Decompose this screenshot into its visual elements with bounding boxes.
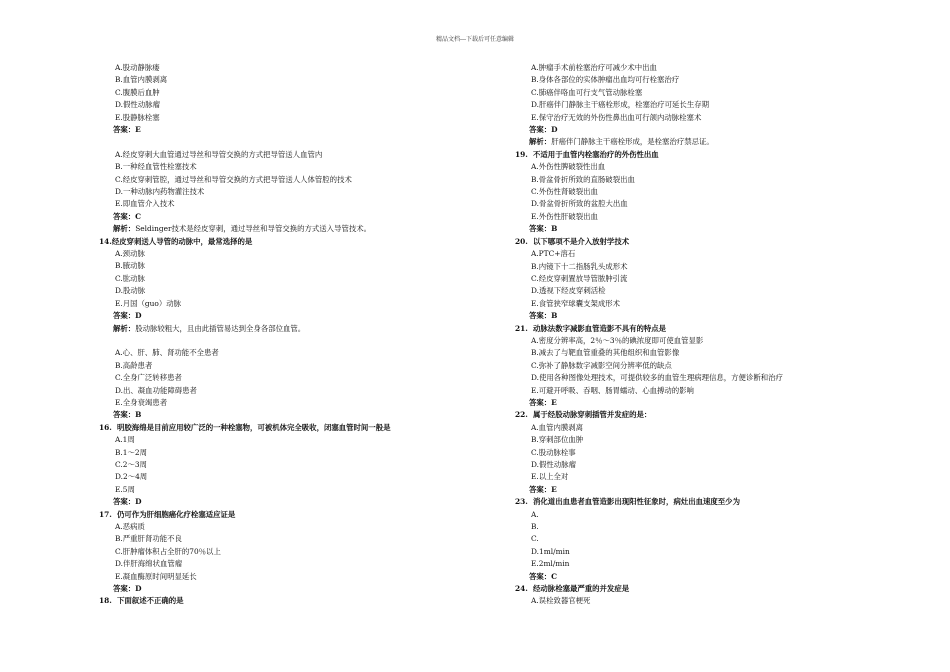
- q18-option-c: C.肺癌伴咯血可行支气管动脉栓塞: [531, 87, 643, 97]
- q15-option-e: E.全身衰竭患者: [115, 397, 168, 407]
- q21-option-e: E.可避开呼吸、吞咽、肠胃蠕动、心血搏动的影响: [531, 385, 694, 395]
- q20-title: [515, 236, 925, 248]
- q15-option-d: D.出、凝血功能障碍患者: [115, 385, 197, 395]
- q20-number: 20.: [515, 236, 528, 246]
- explanation-label: 解析：: [113, 323, 136, 333]
- q12-option-b: B.血管内膜剥离: [115, 75, 168, 85]
- q12-answer: 答案：E: [113, 125, 141, 135]
- left-column: [99, 62, 509, 608]
- q19-text: 不适用于血管内栓塞治疗的外伤性出血: [533, 149, 659, 159]
- q20-option-e: E.食管狭窄球囊支架成形术: [531, 298, 621, 308]
- q23-option-c: C.: [531, 534, 539, 544]
- q24-number: 24.: [515, 584, 528, 594]
- q12-option-e: E.股静脉栓塞: [115, 112, 160, 122]
- q17-answer: 答案：D: [113, 584, 142, 594]
- q18-title: [99, 595, 509, 607]
- q23-option-b: B.: [531, 522, 539, 532]
- q20-option-b: B.内镜下十二指肠乳头成形术: [531, 261, 628, 271]
- q24-text: 经动脉栓塞最严重的并发症是: [533, 584, 630, 594]
- q24-title: [515, 583, 925, 595]
- q20-option-d: D.透视下经皮穿刺活检: [531, 286, 606, 296]
- q17-option-d: D.伴肝海绵状血管瘤: [115, 559, 183, 569]
- q13-explanation: [99, 223, 509, 235]
- q22-option-a: A.血管内膜剥离: [531, 422, 584, 432]
- q17-number: 17.: [99, 509, 112, 519]
- q14-option-e: E.月国（guo）动脉: [115, 298, 182, 308]
- explanation-text: Seldinger技术是经皮穿刺，通过导丝和导管交换的方式送入导管技术。: [135, 224, 372, 234]
- q13-option-e: E.即血管介入技术: [115, 199, 175, 209]
- q14-answer: 答案：D: [113, 311, 142, 321]
- q22-option-b: B.穿刺部位血肿: [531, 435, 584, 445]
- explanation-label: 解析：: [529, 137, 552, 147]
- q19-number: 19.: [515, 149, 528, 159]
- q21-title: [515, 323, 925, 335]
- q19-option-d: D.骨盆骨折所致的盆腔大出血: [531, 199, 628, 209]
- explanation-text: 肝癌伴门静脉主干癌栓形成，是栓塞治疗禁忌证。: [551, 137, 714, 147]
- q21-option-b: B.减去了与靶血管重叠的其他组织和血管影像: [531, 348, 680, 358]
- q12-option-d: D.假性动脉瘤: [115, 100, 160, 110]
- q19-option-c: C.外伤性肾破裂出血: [531, 187, 598, 197]
- q17-option-e: E.凝血酶原时间明显延长: [115, 571, 197, 581]
- q18-answer: 答案：D: [529, 125, 558, 135]
- explanation-label: 解析：: [113, 224, 136, 234]
- q16-answer: 答案：D: [113, 497, 142, 507]
- q19-title: [515, 149, 925, 161]
- q14-option-a: A.颈动脉: [115, 249, 145, 259]
- page-header: 精品文档---下载后可任意编辑: [435, 36, 515, 43]
- q17-text: 仍可作为肝细胞癌化疗栓塞适应证是: [117, 509, 236, 519]
- q18-option-d: D.肝癌伴门静脉主干癌栓形成，栓塞治疗可延长生存期: [531, 100, 709, 110]
- q22-option-e: E.以上全对: [531, 472, 569, 482]
- right-column: [515, 62, 925, 608]
- explanation-text: 股动脉较粗大，且由此插管易达到全身各部位血管。: [135, 323, 306, 333]
- q22-text: 属于经股动脉穿刺插管并发症的是：: [533, 410, 652, 420]
- q16-title: [99, 422, 509, 434]
- q17-title: [99, 509, 509, 521]
- q24-option-a: A.误栓致器官梗死: [531, 596, 591, 606]
- q20-option-c: C.经皮穿刺置放导管脓肿引流: [531, 273, 628, 283]
- q12-option-c: C.腹膜后血肿: [115, 87, 160, 97]
- q13-option-c: C.经皮穿刺管腔，通过导丝和导管交换的方式把导管送人人体管腔的技术: [115, 174, 352, 184]
- q17-option-a: A.恶病质: [115, 522, 145, 531]
- q20-option-a: A.PTC+溶石: [531, 249, 576, 259]
- q21-text: 动脉法数字减影血管造影不具有的特点是: [533, 323, 667, 333]
- q17-option-c: C.肝肿瘤体积占全肝的70％以上: [115, 546, 221, 556]
- q22-option-c: C.股动脉栓事: [531, 447, 576, 457]
- q14-option-c: C.肱动脉: [115, 273, 145, 283]
- q19-option-b: B.骨盆骨折所致的直肠破裂出血: [531, 174, 635, 184]
- q22-answer: 答案：E: [529, 484, 557, 494]
- q23-title: [515, 496, 925, 508]
- q20-answer: 答案：B: [529, 311, 558, 321]
- q16-option-d: D.2～4周: [115, 472, 148, 482]
- q12-option-a: A.股动静脉瘘: [115, 63, 160, 72]
- q18-number: 18.: [99, 596, 112, 606]
- q16-option-e: E.5周: [115, 484, 135, 494]
- q15-option-b: B.高龄患者: [115, 360, 153, 370]
- q23-option-d: D.1ml/min: [531, 546, 570, 556]
- q17-option-b: B.严重肝肾功能不良: [115, 534, 182, 544]
- q23-number: 23.: [515, 497, 528, 507]
- q15-answer: 答案：B: [113, 410, 142, 420]
- q18-option-a: A.肿瘤手术前栓塞治疗可减少术中出血: [531, 63, 657, 72]
- q15-option-c: C.全身广泛转移患者: [115, 373, 182, 383]
- q13-answer: 答案：C: [113, 211, 142, 221]
- q21-number: 21.: [515, 323, 528, 333]
- q22-option-d: D.假性动脉瘤: [531, 460, 576, 469]
- q23-answer: 答案：C: [529, 571, 558, 581]
- q21-option-c: C.弥补了静脉数字减影空间分辨率低的缺点: [531, 360, 672, 370]
- q16-option-c: C.2～3周: [115, 459, 147, 469]
- q18-option-b: B.身体各部位的实体肿瘤出血均可行栓塞治疗: [531, 75, 680, 85]
- q16-number: 16.: [99, 422, 112, 432]
- q16-option-b: B.1～2周: [115, 447, 147, 457]
- q19-option-a: A.外伤性脾破裂性出血: [531, 162, 606, 172]
- q14-explanation: [99, 323, 509, 335]
- q21-option-a: A.密度分辨率高，2％～3％的碘浓度即可使血管显影: [531, 335, 704, 345]
- q23-option-a: A.: [531, 509, 539, 519]
- q18-explanation: [515, 136, 925, 148]
- q23-option-e: E.2ml/min: [531, 559, 570, 569]
- q21-option-d: D.使用各种图像处理技术，可提供较多的血管生理病理信息，方便诊断和治疗: [531, 373, 783, 383]
- q23-text: 消化道出血患者血管造影出现阳性征象时，病灶出血速度至少为: [533, 497, 740, 507]
- q21-answer: 答案：E: [529, 397, 557, 407]
- q13-option-a: A.经皮穿刺大血管通过导丝和导管交换的方式把导管送人血管内: [115, 149, 323, 159]
- q14-title: 14.经皮穿刺送人导管的动脉中，最常选择的是: [99, 236, 253, 246]
- q14-option-b: B.腋动脉: [115, 261, 145, 271]
- q22-number: 22.: [515, 410, 528, 420]
- q19-option-e: E.外伤性肝破裂出血: [531, 211, 598, 221]
- q20-text: 以下哪项不是介入放射学技术: [533, 236, 630, 246]
- q13-option-b: B.一种经血管性栓塞技术: [115, 162, 197, 172]
- q16-option-a: A.1周: [115, 435, 135, 445]
- q15-option-a: A.心、肝、肺、肾功能不全患者: [115, 348, 219, 358]
- q14-option-d: D.股动脉: [115, 286, 146, 296]
- q18-text: 下面叙述不正确的是: [117, 596, 184, 606]
- q19-answer: 答案：B: [529, 224, 558, 234]
- q13-option-d: D.一种动脉内药物灌注技术: [115, 187, 205, 197]
- q16-text: 明胶海绵是目前应用较广泛的一种栓塞物，可被机体完全吸收，闭塞血管时间一般是: [117, 422, 391, 432]
- q18-option-e: E.保守治疗无效的外伤性鼻出血可行颌内动脉栓塞术: [531, 112, 702, 122]
- q22-title: [515, 409, 925, 421]
